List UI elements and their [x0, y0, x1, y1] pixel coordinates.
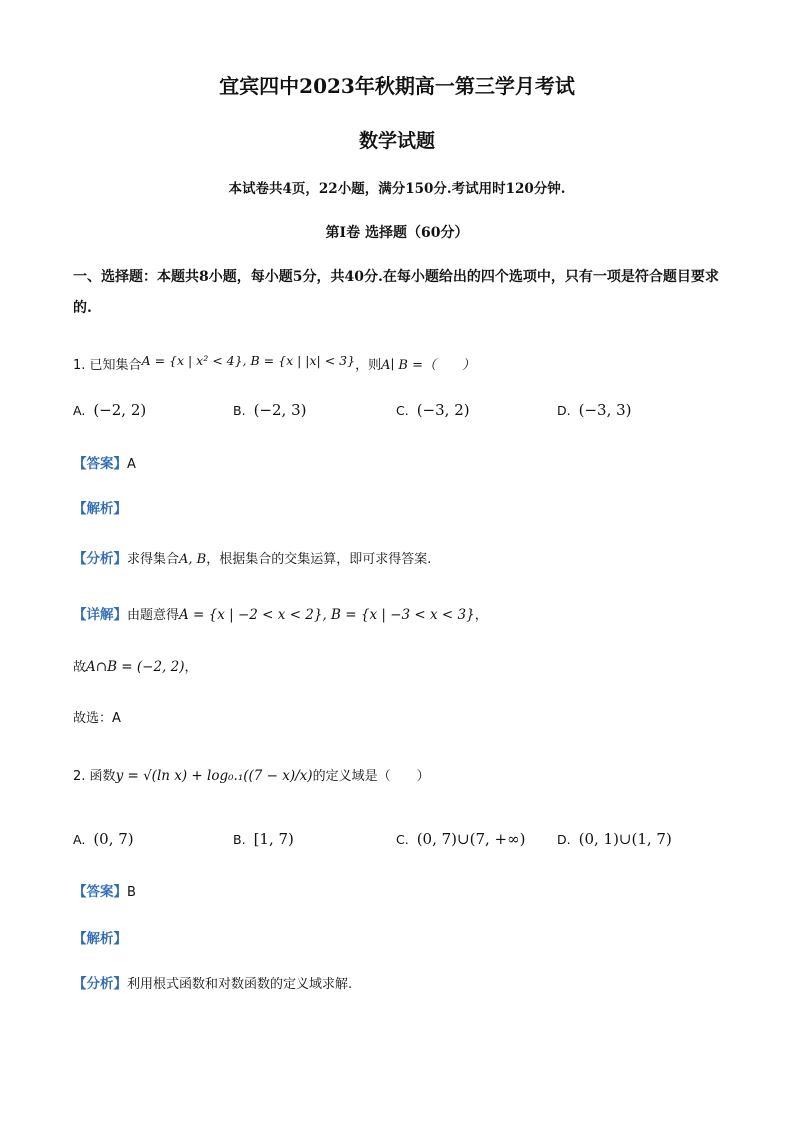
q1-fenxi: 【分析】求得集合A, B，根据集合的交集运算，即可求得答案.: [73, 551, 432, 567]
answer-value: B: [127, 885, 136, 900]
stem-math: y = √(ln x) + log₀.₁((7 − x)/x): [115, 768, 313, 784]
q2-option-a: A. (0, 7): [73, 830, 134, 848]
part-heading: 第I卷 选择题（60分）: [325, 225, 469, 241]
fenxi-tag: 【分析】: [73, 551, 127, 567]
q1-option-d: D. (−3, 3): [557, 401, 632, 419]
q2-option-b: B. [1, 7): [233, 830, 294, 848]
document-title: 宜宾四中2023年秋期高一第三学月考试: [219, 74, 575, 98]
question-1-stem: [73, 354, 475, 373]
answer-tag: 【答案】: [73, 884, 127, 900]
exam-info: 本试卷共4页，22小题，满分150分.考试用时120分钟.: [228, 181, 566, 197]
question-number: 2.: [73, 769, 86, 784]
q2-answer: [73, 880, 136, 900]
q1-option-b: B. (−2, 3): [233, 401, 307, 419]
question-2-stem: 2. 函数y = √(ln x) + log₀.₁((7 − x)/x)的定义域是（ ）: [73, 768, 430, 784]
answer-tag: 【答案】: [73, 456, 127, 472]
stem-tail: A∣ B =（ ）: [381, 358, 475, 373]
q1-choice: 故选：A: [73, 711, 121, 726]
q2-analysis-heading: 【解析】: [73, 931, 127, 947]
q2-fenxi: 【分析】利用根式函数和对数函数的定义域求解.: [73, 976, 353, 992]
detail-tag: 【详解】: [73, 607, 127, 623]
document-subtitle: 数学试题: [358, 130, 435, 152]
answer-value: A: [127, 457, 136, 472]
section-instructions: 一、选择题：本题共8小题，每小题5分，共40分.在每小题给出的四个选项中，只有一项是符合题目要求的.: [73, 269, 719, 316]
stem-suffix: ，则: [355, 358, 382, 373]
q2-option-c: C. (0, 7)∪(7, +∞): [396, 830, 526, 848]
fenxi-tag: 【分析】: [73, 976, 127, 992]
q1-analysis-heading: 【解析】: [73, 501, 127, 517]
q2-option-d: D. (0, 1)∪(1, 7): [557, 830, 672, 848]
q1-detail: 【详解】由题意得A = {x | −2 < x < 2}, B = {x | −3 < x < 3}，: [73, 607, 488, 623]
stem-math: A = {x | x² < 4}, B = {x | |x| < 3}: [141, 353, 356, 368]
q1-option-a: A. (−2, 2): [73, 401, 147, 419]
q1-answer: [73, 452, 136, 472]
q1-option-c: C. (−3, 2): [396, 401, 470, 419]
q1-intersection-line: 故A∩B = (−2, 2)，: [73, 659, 198, 675]
stem-prefix: 已知集合: [89, 358, 142, 373]
question-number: 1.: [73, 358, 86, 373]
